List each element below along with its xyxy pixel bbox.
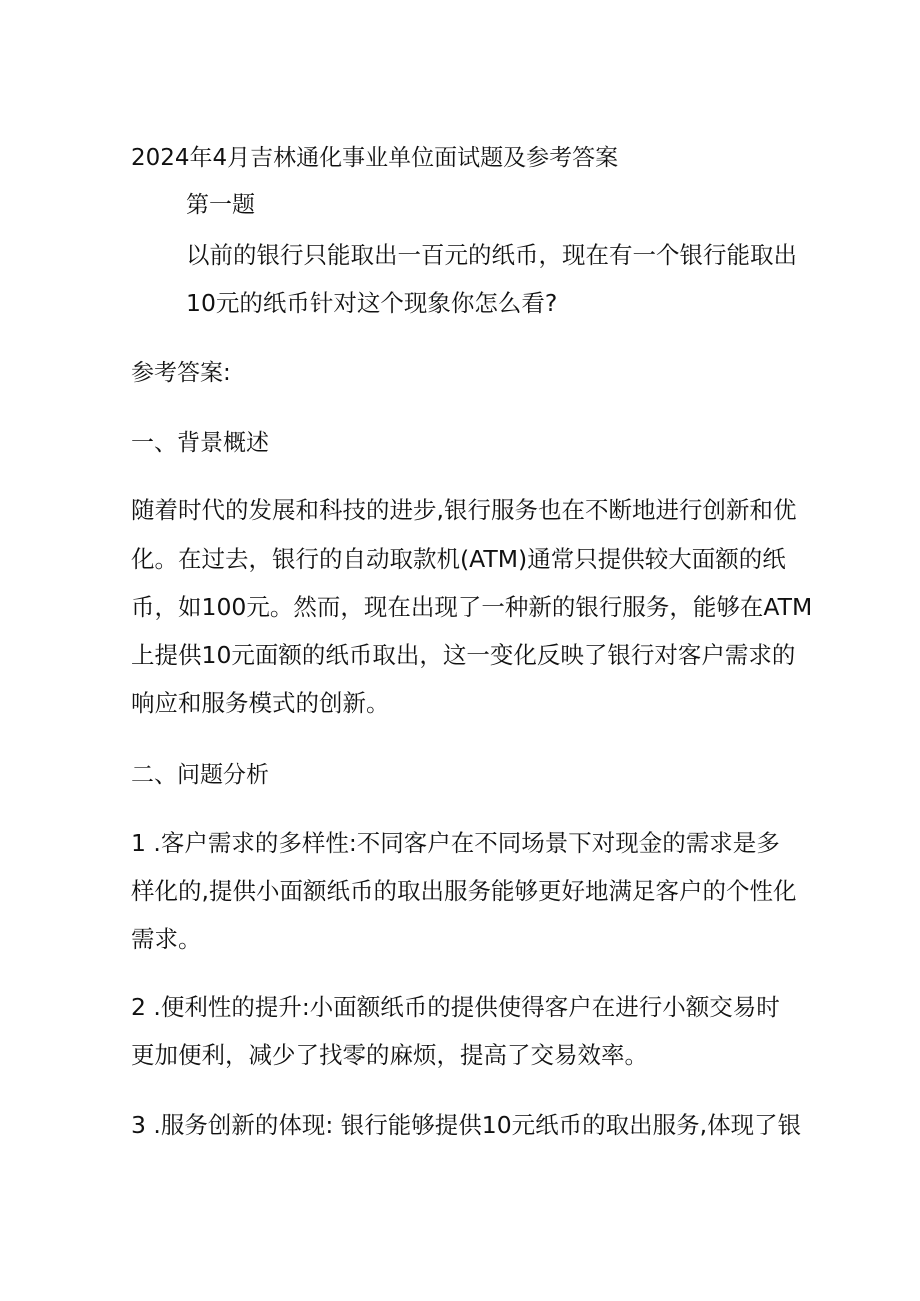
- section-heading-analysis: 二、问题分析: [131, 762, 269, 788]
- list-item-line: 3 .服务创新的体现: 银行能够提供10元纸币的取出服务,体现了银: [131, 1111, 802, 1139]
- section-heading-background: 一、背景概述: [131, 430, 269, 456]
- list-item-line: 样化的,提供小面额纸币的取出服务能够更好地满足客户的个性化: [131, 877, 797, 905]
- document-title: 2024年4月吉林通化事业单位面试题及参考答案: [131, 145, 619, 171]
- question-line-2: 10元的纸币针对这个现象你怎么看?: [186, 289, 558, 317]
- question-label: 第一题: [186, 192, 255, 218]
- paragraph-line: 化。在过去，银行的自动取款机(ATM)通常只提供较大面额的纸: [131, 545, 786, 573]
- list-item-line: 更加便利，减少了找零的麻烦，提高了交易效率。: [131, 1041, 648, 1069]
- paragraph-line: 随着时代的发展和科技的进步,银行服务也在不断地进行创新和优: [131, 496, 797, 524]
- list-item-line: 2 .便利性的提升:小面额纸币的提供使得客户在进行小额交易时: [131, 993, 780, 1021]
- question-line-1: 以前的银行只能取出一百元的纸币，现在有一个银行能取出: [186, 241, 797, 269]
- list-item-line: 需求。: [131, 925, 202, 953]
- paragraph-line: 币，如100元。然而，现在出现了一种新的银行服务，能够在ATM: [131, 593, 813, 621]
- answer-label: 参考答案:: [131, 360, 231, 386]
- list-item-line: 1 .客户需求的多样性:不同客户在不同场景下对现金的需求是多: [131, 829, 780, 857]
- paragraph-line: 响应和服务模式的创新。: [131, 689, 390, 717]
- paragraph-line: 上提供10元面额的纸币取出，这一变化反映了银行对客户需求的: [131, 641, 796, 669]
